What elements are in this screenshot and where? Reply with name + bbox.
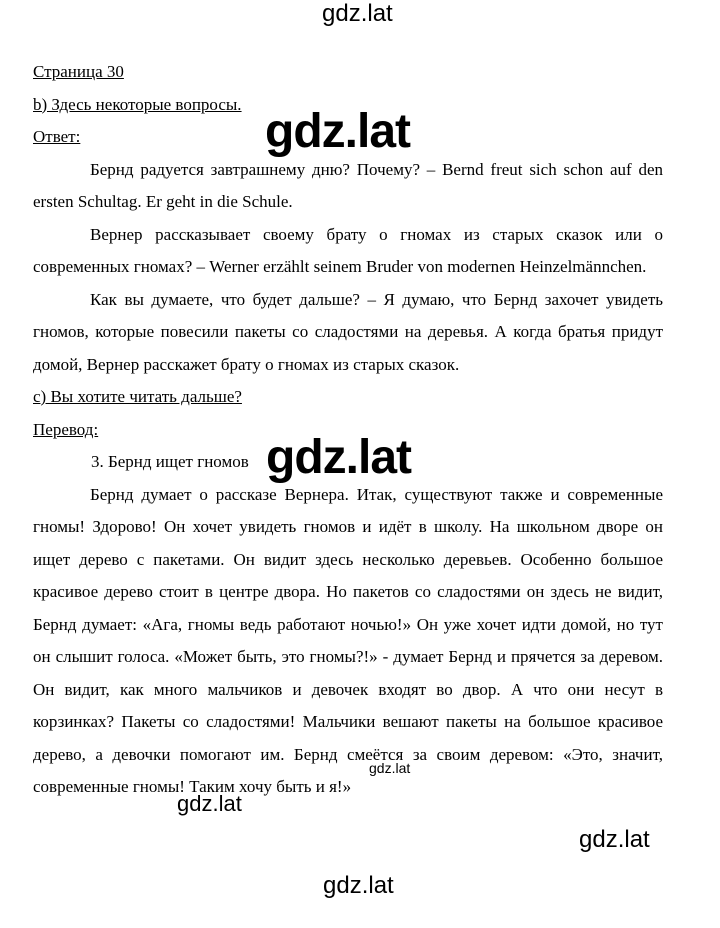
story-title: 3. Бернд ищет гномов <box>91 452 249 471</box>
watermark-top: gdz.lat <box>322 0 393 27</box>
section-b-heading: b) Здесь некоторые вопросы. <box>33 94 242 114</box>
section-c-heading: c) Вы хотите читать дальше? <box>33 387 242 406</box>
answer-label: Ответ: <box>33 127 81 146</box>
answer-paragraph-1: Бернд радуется завтрашнему дню? Почему? – Bernd freut sich schon auf den ersten Schultag. Er geht in die Schule. <box>33 159 663 211</box>
translation-label: Перевод: <box>33 419 99 439</box>
answer-paragraph-3: Как вы думаете, что будет дальше? – Я думаю, что Бернд захочет увидеть гномов, которые повесили пакеты со сладостями на деревья. А когда братья придут домой, Вернер расскажет брату о гномах из старых сказок. <box>33 289 663 374</box>
watermark-bottom: gdz.lat <box>323 872 394 899</box>
watermark-small-3: gdz.lat <box>579 826 650 853</box>
watermark-large-2: gdz.lat <box>266 431 411 484</box>
watermark-small-2: gdz.lat <box>177 791 242 816</box>
watermark-small-1: gdz.lat <box>369 760 411 776</box>
answer-paragraph-2: Вернер рассказывает своему брату о гномах из старых сказок или о современных гномах? – Werner erzählt seinem Bruder von modernen Heinzelmännchen. <box>33 224 663 276</box>
page-label: Страница 30 <box>33 62 124 81</box>
story-paragraph: Бернд думает о рассказе Вернера. Итак, существуют также и современные гномы! Здорово! Он хочет увидеть гномов и идёт в школу. На школьном дворе он ищет дерево с пакетами. Он видит здесь несколько деревьев. Особенно большое красивое дерево стоит в центре двора. Но пакетов со сладостями он здесь не видит, Бернд думает: «Ага, гномы ведь работают ночью!» Он уже хочет идти домой, но тут он слышит голоса. «Может быть, это гномы?!» - думает Бернд и прячется за деревом. Он видит, как много мальчиков и девочек входят во двор. А что они несут в корзинках? Пакеты со сладостями! Мальчики вешают пакеты на большое красивое дерево, а девочки помогают им. Бернд смеётся за своим деревом: «Это, значит, современные гномы! Таким хочу быть и я!» <box>33 484 663 796</box>
watermark-large-1: gdz.lat <box>265 105 410 158</box>
